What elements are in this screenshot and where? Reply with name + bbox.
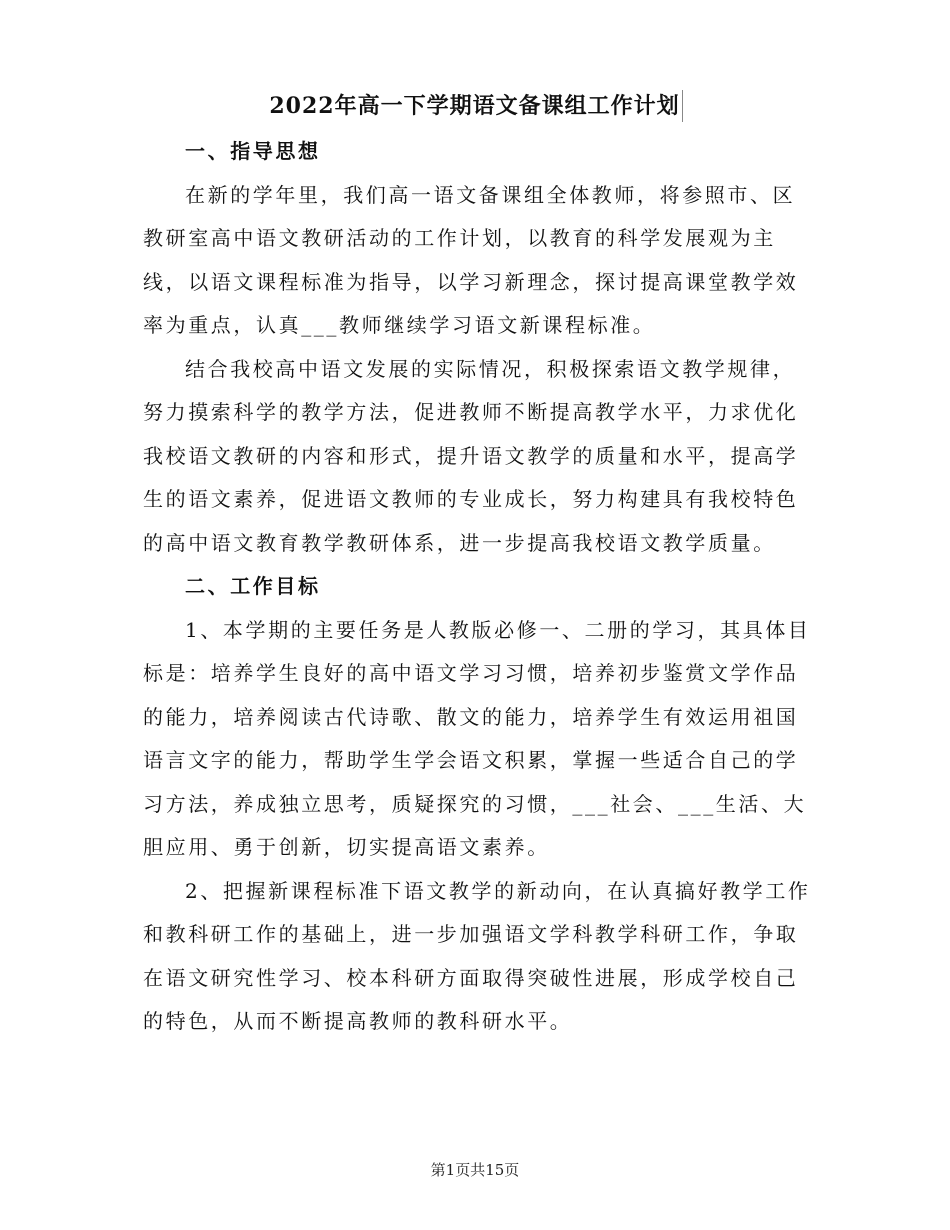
paragraph: 在新的学年里，我们高一语文备课组全体教师，将参照市、区教研室高中语文教研活动的工作计划，以教育的科学发展观为主线，以语文课程标准为指导，以学习新理念，探讨提高课堂教学效率为重点，认真___教师继续学习语文新课程标准。 <box>143 182 799 337</box>
page-footer: 第1页共15页 <box>430 1161 520 1179</box>
paragraph: 结合我校高中语文发展的实际情况，积极探索语文教学规律，努力摸索科学的教学方法，促进教师不断提高教学水平，力求优化我校语文教研的内容和形式，提升语文教学的质量和水平，提高学生的语文素养，促进语文教师的专业成长，努力构建具有我校特色的高中语文教育教学教研体系，进一步提高我校语文教学质量。 <box>143 356 799 555</box>
paragraph: 2、把握新课程标准下语文教学的新动向，在认真搞好教学工作和教科研工作的基础上，进一步加强语文学科教学科研工作，争取在语文研究性学习、校本科研方面取得突破性进展，形成学校自己的特色，从而不断提高教师的教科研水平。 <box>143 878 811 1033</box>
paragraph: 1、本学期的主要任务是人教版必修一、二册的学习，其具体目标是：培养学生良好的高中语文学习习惯，培养初步鉴赏文学作品的能力，培养阅读古代诗歌、散文的能力，培养学生有效运用祖国语言文字的能力，帮助学生学会语文积累，掌握一些适合自己的学习方法，养成独立思考，质疑探究的习惯，___社会、___生活、大胆应用、勇于创新，切实提高语文素养。 <box>143 617 811 859</box>
document-title: 2022年高一下学期语文备课组工作计划 <box>267 90 682 122</box>
document-title-wrap <box>0 90 950 122</box>
section-heading-guiding-thought: 一、指导思想 <box>185 139 321 163</box>
section-heading-work-goals: 二、工作目标 <box>185 574 321 598</box>
document-body <box>143 130 813 1044</box>
